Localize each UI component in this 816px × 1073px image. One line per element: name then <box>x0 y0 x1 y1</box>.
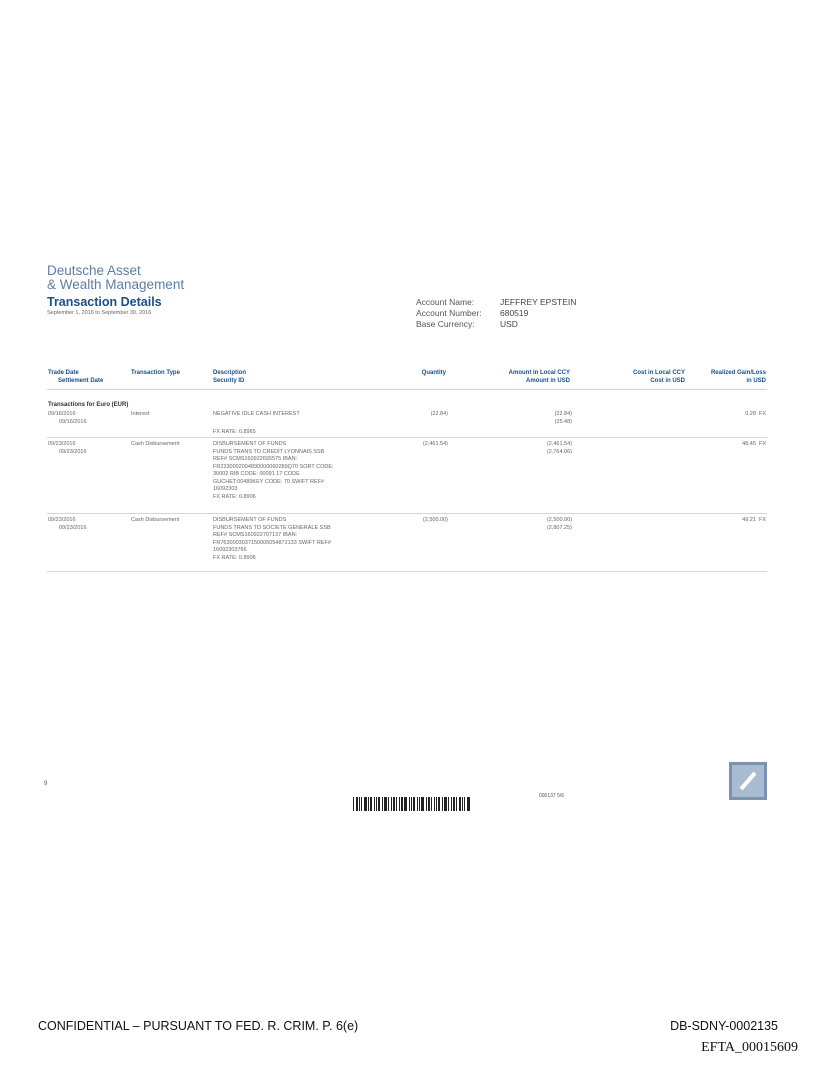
table-row-2-quantity: (2,461.54) <box>422 441 448 447</box>
barcode-bar <box>353 797 354 811</box>
barcode-bar <box>359 797 360 811</box>
barcode-bar <box>409 797 410 811</box>
bates-number: DB-SDNY-0002135 <box>670 1019 778 1033</box>
row-divider <box>47 437 767 438</box>
gain-loss-amount: 49.21 <box>742 517 756 523</box>
col-header-gain-loss-2: in USD <box>746 378 766 384</box>
barcode-bar <box>384 797 387 811</box>
barcode-bar <box>436 797 437 811</box>
barcode-bar <box>411 797 412 811</box>
description-line: DISBURSEMENT OF FUNDS <box>213 517 287 523</box>
barcode-bar <box>404 797 407 811</box>
col-header-amount-local: Amount in Local CCY <box>508 370 570 376</box>
brand-line-2: & Wealth Management <box>47 277 185 292</box>
table-row-3-type: Cash Disbursement <box>131 517 180 523</box>
barcode-bar <box>434 797 435 811</box>
gain-loss-amount: 0.28 <box>745 411 756 417</box>
table-row-2-type: Cash Disbursement <box>131 441 180 447</box>
account-info <box>416 297 576 330</box>
document-code: 000137 5/6 <box>539 793 565 799</box>
header-divider <box>47 389 767 390</box>
table-row-1-gain-loss <box>690 411 766 419</box>
table-row-1-amount <box>480 411 572 426</box>
efta-number: EFTA_00015609 <box>701 1040 798 1055</box>
barcode-bar <box>464 797 465 811</box>
description-line: 16092303 <box>213 486 238 492</box>
barcode-icon <box>353 797 473 811</box>
amount-usd: (2,764.06) <box>546 448 572 455</box>
amount-local: (2,500.00) <box>546 517 572 523</box>
barcode-bar <box>444 797 447 811</box>
account-number-row <box>416 308 576 319</box>
col-header-quantity-label: Quantity <box>421 370 446 376</box>
confidential-notice: CONFIDENTIAL – PURSUANT TO FED. R. CRIM. P. 6(e) <box>38 1019 359 1033</box>
col-header-gain-loss-1: Realized Gain/Loss <box>710 370 766 376</box>
table-row-3-gain-loss <box>690 517 766 525</box>
description-line: FX RATE: 0.8906 <box>213 493 256 500</box>
description-line: FR2330002004890000060289Q70 SORT CODE: <box>213 463 334 470</box>
description-line: REF# SCMS160922707137 IBAN: <box>213 532 298 538</box>
description-line: REF# SCMS160922695575 IBAN: <box>213 456 298 462</box>
barcode-bar <box>399 797 400 811</box>
barcode-bar <box>431 797 432 811</box>
description-line <box>213 419 300 427</box>
amount-local: (2,461.54) <box>546 441 572 447</box>
barcode-bar <box>426 797 427 811</box>
barcode-bar <box>451 797 452 811</box>
barcode-bar <box>453 797 455 811</box>
table-row-1-type: Interest <box>131 411 150 417</box>
table-row-1-dates <box>48 411 87 426</box>
barcode-bar <box>376 797 377 811</box>
barcode-bar <box>401 797 403 811</box>
account-name-row <box>416 297 576 308</box>
barcode-bar <box>417 797 418 811</box>
barcode-bar <box>382 797 383 811</box>
table-row-2-description <box>213 441 334 501</box>
col-header-transaction-type <box>131 369 180 377</box>
table-row-3-quantity: (2,500.00) <box>422 517 448 523</box>
company-brand <box>47 264 184 292</box>
barcode-bar <box>438 797 440 811</box>
account-name-value: JEFFREY EPSTEIN <box>500 297 577 307</box>
trade-date: 09/23/2016 <box>48 517 76 523</box>
col-header-description <box>213 369 246 385</box>
logo-slash-icon <box>732 765 764 797</box>
col-header-type-label: Transaction Type <box>131 370 180 376</box>
col-header-cost-usd: Cost in USD <box>650 378 685 384</box>
col-header-dates <box>48 369 118 385</box>
col-header-security-id: Security ID <box>213 378 245 384</box>
description-line: FX RATE: 0.8906 <box>213 554 256 561</box>
description-line: DISBURSEMENT OF FUNDS <box>213 441 287 447</box>
description-line: FX RATE: 0.8965 <box>213 429 256 435</box>
table-row-2-dates <box>48 441 87 456</box>
section-title: Transactions for Euro (EUR) <box>48 402 129 408</box>
barcode-bar <box>448 797 449 811</box>
amount-usd: (25.48) <box>554 418 572 425</box>
table-row-1-quantity: (22.84) <box>430 411 448 417</box>
deutsche-bank-logo-icon <box>729 762 767 800</box>
account-number-label: Account Number: <box>416 308 482 318</box>
description-line: GUCHET:00489KEY CODE: 70 SWIFT REF# <box>213 478 325 485</box>
col-header-cost <box>600 369 685 385</box>
table-row-3-dates <box>48 517 87 532</box>
barcode-bar <box>428 797 430 811</box>
gain-loss-value <box>690 517 766 525</box>
barcode-bar <box>421 797 424 811</box>
gain-loss-amount: 48.45 <box>742 441 756 447</box>
page-title: Transaction Details <box>47 295 162 309</box>
report-period: September 1, 2016 to September 30, 2016 <box>47 310 152 316</box>
description-line: FUNDS TRANS TO CREDIT LYONNAIS SSB <box>213 448 325 455</box>
brand-line-1: Deutsche Asset <box>47 263 141 278</box>
settlement-date: 09/23/2016 <box>59 524 87 531</box>
col-header-amount <box>480 369 570 385</box>
description-line: 16092303766 <box>213 547 247 553</box>
account-name-label: Account Name: <box>416 297 475 307</box>
col-header-description-label: Description <box>213 370 247 376</box>
col-header-trade-date: Trade Date <box>48 370 79 376</box>
col-header-quantity <box>396 369 446 377</box>
gain-loss-flag: FX <box>758 441 766 447</box>
barcode-bar <box>459 797 461 811</box>
table-row-2-amount <box>480 441 572 456</box>
barcode-bar <box>393 797 395 811</box>
barcode-bar <box>467 797 470 811</box>
gain-loss-flag: FX <box>758 411 766 417</box>
trade-date: 09/23/2016 <box>48 441 76 447</box>
account-number-value: 680519 <box>500 308 529 318</box>
col-header-settlement-date: Settlement Date <box>58 378 104 384</box>
table-row-3-description <box>213 517 331 562</box>
base-currency-row <box>416 319 576 330</box>
row-divider <box>47 571 767 572</box>
barcode-bar <box>388 797 389 811</box>
col-header-amount-usd: Amount in USD <box>526 378 570 384</box>
amount-local: (22.84) <box>554 411 572 417</box>
settlement-date: 09/16/2016 <box>59 418 87 425</box>
barcode-bar <box>413 797 415 811</box>
barcode-bar <box>391 797 392 811</box>
barcode-bar <box>442 797 443 811</box>
col-header-gain-loss <box>690 369 766 385</box>
barcode-bar <box>419 797 420 811</box>
row-divider <box>47 513 767 514</box>
description-line: FR7630003037150005054872133 SWIFT REF# <box>213 539 331 546</box>
table-row-2-gain-loss <box>690 441 766 449</box>
barcode-bar <box>374 797 375 811</box>
amount-usd: (2,807.25) <box>546 524 572 531</box>
description-line: 30002 RIB CODE: 00091 17 CODE <box>213 471 300 477</box>
barcode-bar <box>361 797 362 811</box>
barcode-bar <box>456 797 457 811</box>
gain-loss-value <box>690 411 766 419</box>
description-line: FUNDS TRANS TO SOCIETE GENERALE SSB <box>213 524 331 531</box>
trade-date: 09/16/2016 <box>48 411 76 417</box>
barcode-bar <box>462 797 463 811</box>
page-number: 9 <box>44 781 48 787</box>
barcode-bar <box>356 797 358 811</box>
gain-loss-value <box>690 441 766 449</box>
barcode-bar <box>364 797 367 811</box>
col-header-cost-local: Cost in Local CCY <box>632 370 685 376</box>
barcode-bar <box>378 797 380 811</box>
base-currency-label: Base Currency: <box>416 319 475 329</box>
barcode-bar <box>396 797 397 811</box>
description-line: NEGATIVE IDLE CASH INTEREST <box>213 411 300 417</box>
barcode-bar <box>368 797 369 811</box>
barcode-bar <box>370 797 372 811</box>
gain-loss-flag: FX <box>758 517 766 523</box>
settlement-date: 09/23/2016 <box>59 448 87 455</box>
table-row-1-description <box>213 411 300 437</box>
base-currency-value: USD <box>500 319 518 329</box>
table-row-3-amount <box>480 517 572 532</box>
